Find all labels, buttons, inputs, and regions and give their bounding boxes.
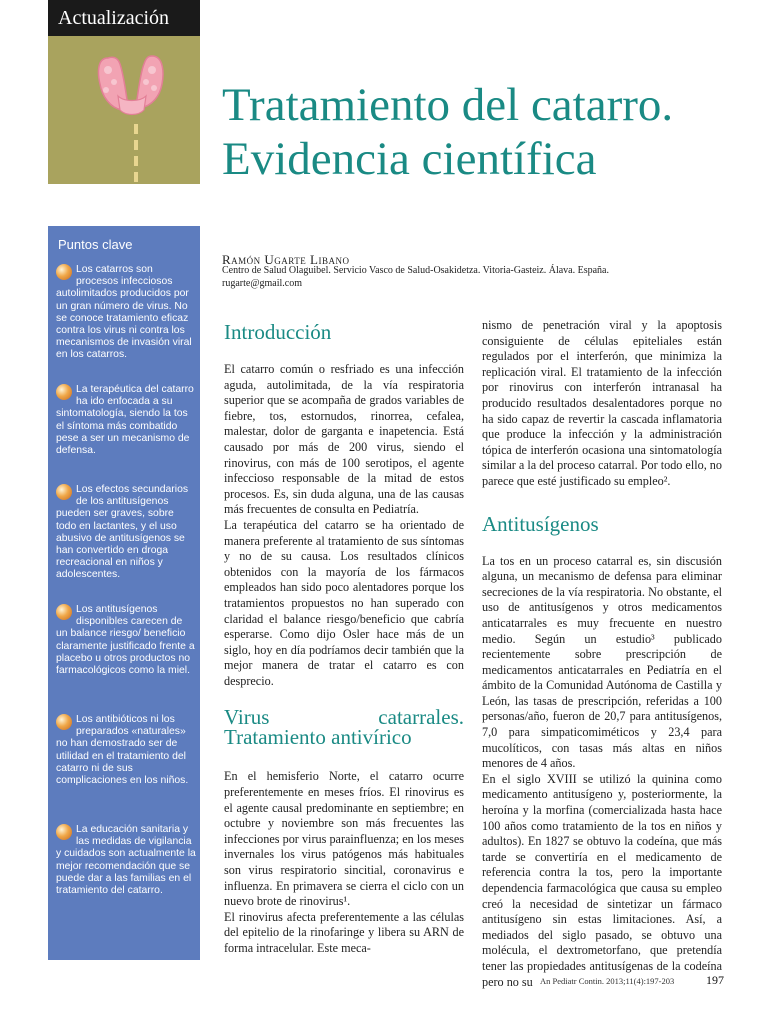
thyroid-icon — [48, 36, 200, 184]
thyroid-illustration — [48, 36, 200, 184]
author-affiliation: Centro de Salud Olaguibel. Servicio Vasco de Salud-Osakidetza. Vitoria-Gasteiz. Álava. España. — [222, 265, 609, 276]
orange-bullet-icon — [56, 824, 72, 840]
orange-bullet-icon — [56, 484, 72, 500]
orange-bullet-icon — [56, 604, 72, 620]
article-title: Tratamiento del catarro. Evidencia científica — [222, 79, 674, 185]
heading-virus: Virus catarrales. Tratamiento antivírico — [224, 705, 464, 750]
footer-citation: An Pediatr Contin. 2013;11(4):197-203 — [540, 976, 675, 986]
heading-antitusigenos: Antitusígenos — [482, 511, 599, 536]
left-column — [224, 318, 464, 957]
key-point: Los antitusígenos disponibles carecen de un balance riesgo/ beneficio claramente justificado frente a placebo u otros productos no farmacológicos como la miel. — [56, 604, 195, 677]
orange-bullet-icon — [56, 264, 72, 280]
intro-paragraph-2: La terapéutica del catarro se ha orientado de manera preferente al tratamiento de sus síntomas y no de su causa. Los resultados clínicos obtenidos con la mayoría de los fármacos empleados han sido poco alentadores porque los tratamientos propuestos no han superado con claridad el balance riesgo/beneficio que cabría esperarse. Como dijo Osler hace más de un siglo, hoy en día podríamos decir también que la mejor manera de tratar el catarro es con desprecio. — [224, 517, 464, 688]
intro-paragraph-1: El catarro común o resfriado es una infección aguda, autolimitada, de la vía respiratoria superior que se acompaña de grados variables de fiebre, tos, estornudos, rinorrea, cefalea, malestar, dolor de garganta e inapetencia. Está causado por más de 200 virus, siendo el rinovirus, con más de 100 serotipos, el agente infeccioso responsable de la mitad de estos procesos. Es, sin duda alguna, una de las causas más frecuentes de consulta en Pediatría. — [224, 362, 464, 517]
right-column — [482, 318, 722, 990]
page-number: 197 — [706, 973, 724, 987]
virus-paragraph-continued: nismo de penetración viral y la apoptosis consiguiente de células epiteliales están regulados por el interferón, que minimiza la replicación viral. El tratamiento de la infección por rinovirus con interferón intranasal ha producido resultados desalentadores porque no ha sido capaz de revertir la cascada inflamatoria que produce la infección y la administración tópica de interferón ocasiona una sintomatología similar a la del proceso catarral. Por todo ello, no parece que esté justificado su empleo². — [482, 318, 722, 488]
orange-bullet-icon — [56, 384, 72, 400]
virus-paragraph-1: En el hemisferio Norte, el catarro ocurre preferentemente en meses fríos. El rinovirus es el agente causal predominante en septiembre; en octubre y noviembre son más frecuentes las infecciones por virus parainfluenza; en los meses invernales los virus patógenos más habituales son virus respiratorio sincitial, coronavirus e influenza. En primavera se cierra el ciclo con un nuevo brote de rinovirus¹. — [224, 769, 464, 909]
heading-introduction: Introducción — [224, 320, 332, 344]
antitus-paragraph-2: En el siglo XVIII se utilizó la quinina como medicamento antitusígeno y, posteriormente, la heroína y la morfina (comercializada hasta hace 100 años como tratamiento de la tos en niños y adultos). En 1827 se obtuvo la codeína, que más tarde se convertiría en el medicamento de referencia contra la tos, pero la importante dependencia farmacológica que causa su empleo creó la necesidad de sintetizar un fármaco antitusígeno sin estas limitaciones. Así, a mediados del siglo pasado, se obtuvo una molécula, el dextrometorfano, que pretendía tener las propiedades antitusígenas de la codeína pero no su — [482, 771, 722, 989]
key-point: La educación sanitaria y las medidas de vigilancia y cuidados son actualmente la mejor recomendación que se puede dar a las familias en el tratamiento del catarro. — [56, 824, 196, 897]
orange-bullet-icon — [56, 714, 72, 730]
key-points-title: Puntos clave — [58, 237, 133, 252]
section-tag: Actualización — [48, 0, 200, 36]
key-points-sidebar — [48, 226, 200, 960]
antitus-paragraph-1: La tos en un proceso catarral es, sin discusión alguna, un mecanismo de defensa para eliminar secreciones de la vía respiratoria. No obstante, el uso de antitusígenos y otros medicamentos anticatarrales es muy frecuente en nuestro medio. Según un estudio³ publicado recientemente sobre prescripción de medicamentos anticatarrales en Pediatría en el ámbito de la Comunidad Autónoma de Castilla y León, las tasas de prescripción, referidas a 100 personas/año, fueron de 20,7 para antitusígenos, 7,0 para simpaticomiméticos y 23,4 para mucolíticos, con tasas más altas en niños menores de 4 años. — [482, 553, 722, 771]
key-point: Los efectos secundarios de los antitusígenos pueden ser graves, sobre todo en lactantes, y el uso abusivo de antitusígenos se han convertido en droga recreacional en niños y adolescentes. — [56, 484, 189, 581]
virus-paragraph-2: El rinovirus afecta preferentemente a las células del epitelio de la rinofaringe y libera su ARN de forma intracelular. Este meca- — [224, 909, 464, 955]
key-point: La terapéutica del catarro ha ido enfocada a su sintomatología, siendo la tos el síntoma más combatido pese a ser un mecanismo de defensa. — [56, 384, 194, 457]
author-email[interactable]: rugarte@gmail.com — [222, 278, 303, 289]
author-name: Ramón Ugarte Libano — [222, 252, 350, 267]
key-point: Los antibióticos ni los preparados «naturales» no han demostrado ser de utilidad en el tratamiento del catarro ni de sus complicaciones en los niños. — [56, 714, 189, 787]
key-point: Los catarros son procesos infecciosos autolimitados producidos por un gran número de virus. No se conoce tratamiento eficaz contra los virus ni contra los mecanismos de invasión viral en los catarros. — [56, 264, 192, 361]
